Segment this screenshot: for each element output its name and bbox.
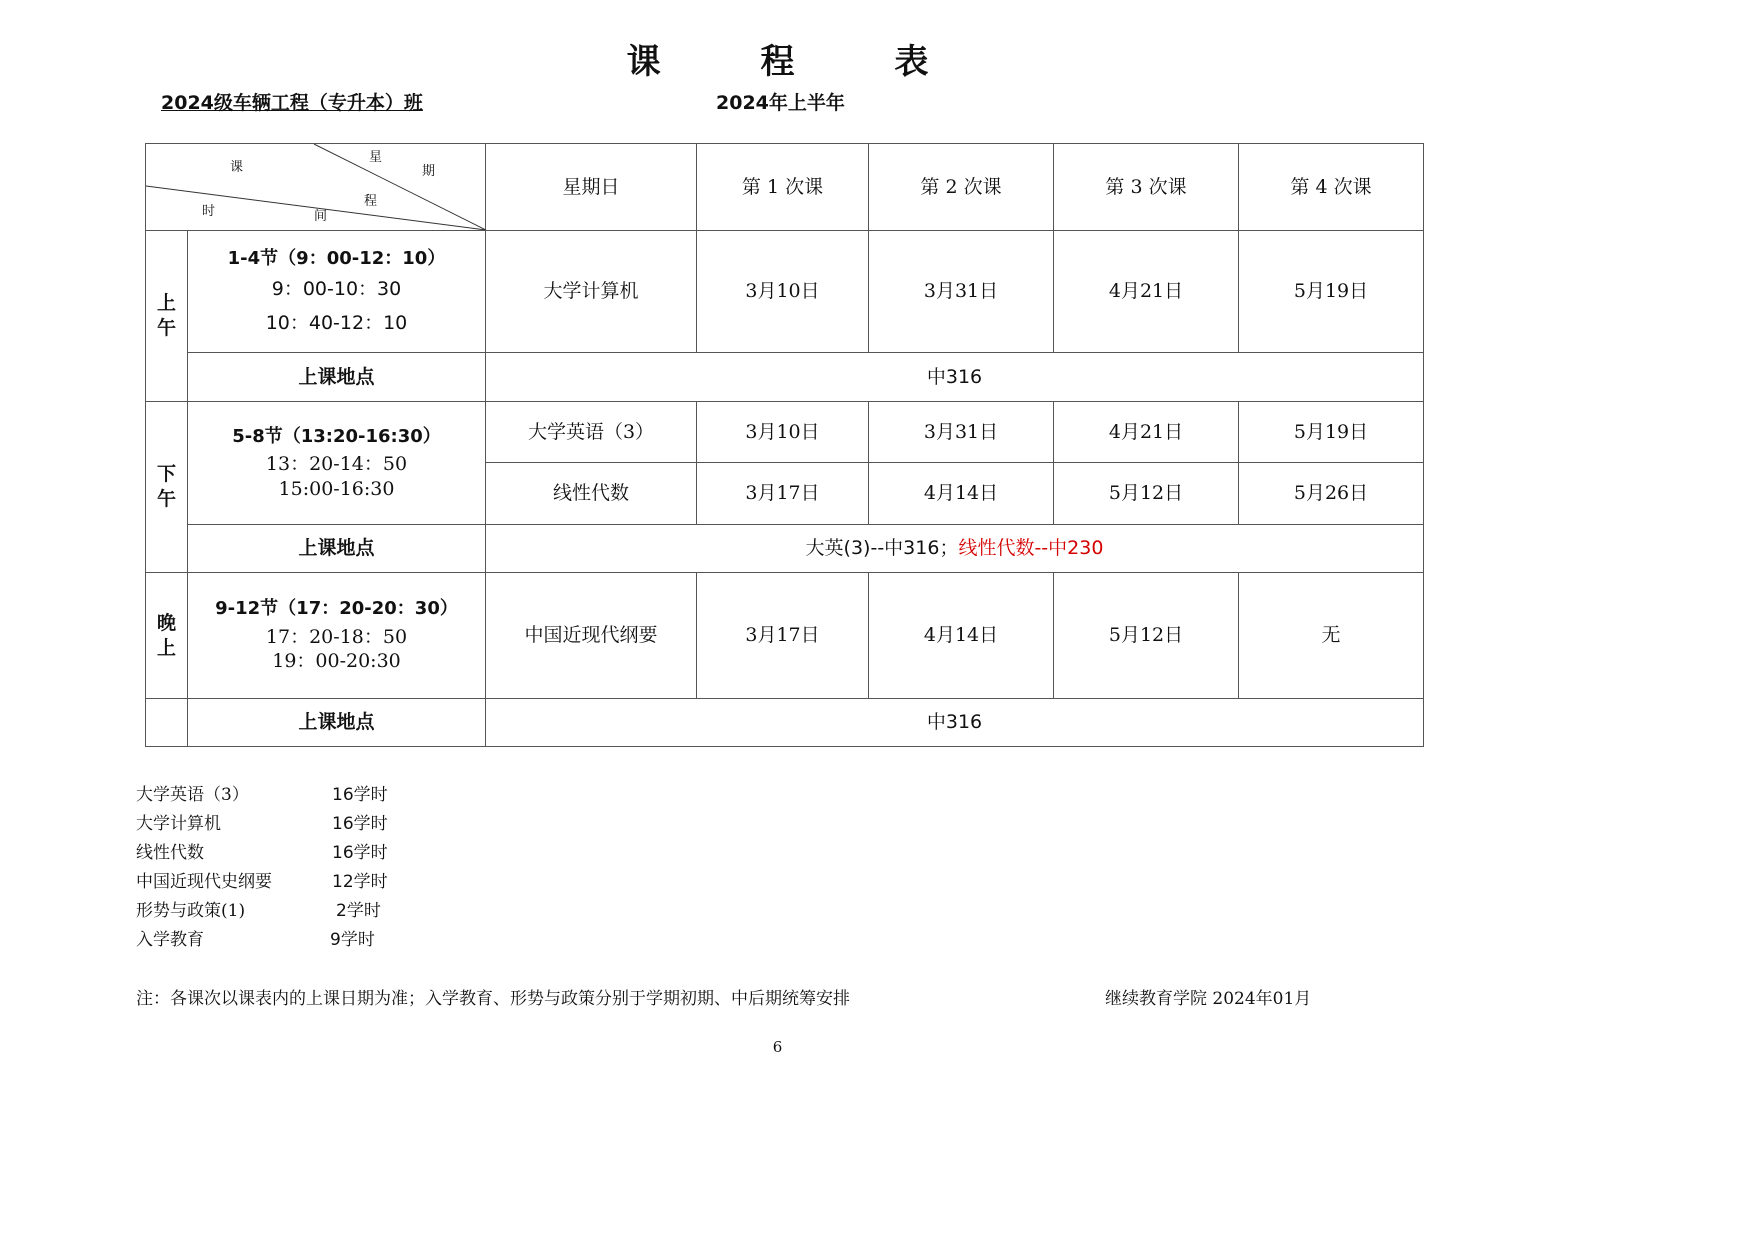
evening-location-row <box>146 699 1424 747</box>
afternoon-location-algebra: 线性代数--中230 <box>958 537 1104 560</box>
header-class-3: 第 3 次课 <box>1054 144 1239 231</box>
morning-slot-cell <box>188 231 486 353</box>
afternoon-course-2: 线性代数 <box>486 463 697 525</box>
morning-location-row <box>146 353 1424 402</box>
corner-label-shi: 时 <box>202 204 216 219</box>
hours-value: 16学时 <box>332 785 388 805</box>
afternoon-course-1-date-2: 3月31日 <box>869 402 1054 463</box>
afternoon-location-label: 上课地点 <box>188 525 486 573</box>
afternoon-location <box>486 525 1424 573</box>
morning-location: 中316 <box>486 353 1424 402</box>
morning-date-1: 3月10日 <box>697 231 869 353</box>
afternoon-slot: 5-8节（13:20-16:30） <box>232 425 441 447</box>
evening-time-2: 19：00-20:30 <box>272 650 401 673</box>
afternoon-time-2: 15:00-16:30 <box>278 477 395 500</box>
hours-value: 9学时 <box>330 930 375 950</box>
evening-date-3: 5月12日 <box>1054 573 1239 699</box>
hours-course: 大学英语（3） <box>136 785 249 805</box>
hours-course: 大学计算机 <box>136 814 221 834</box>
footnote: 注：各课次以课表内的上课日期为准；入学教育、形势与政策分别于学期初期、中后期统筹安排 <box>136 989 850 1009</box>
evening-slot: 9-12节（17：20-20：30） <box>215 598 458 620</box>
hours-value: 12学时 <box>332 872 388 892</box>
corner-label-jian: 间 <box>314 209 328 224</box>
evening-date-4: 无 <box>1239 573 1424 699</box>
issuer-and-date: 继续教育学院 2024年01月 <box>1105 989 1312 1009</box>
hours-course: 入学教育 <box>136 930 204 950</box>
afternoon-location-english: 大英(3)--中316； <box>805 537 959 560</box>
morning-row <box>146 231 1424 353</box>
morning-course: 大学计算机 <box>486 231 697 353</box>
afternoon-course-2-date-1: 3月17日 <box>697 463 869 525</box>
schedule-table <box>145 143 1424 747</box>
diagonal-corner-cell <box>146 144 486 231</box>
afternoon-location-row <box>146 525 1424 573</box>
hours-course: 线性代数 <box>136 843 204 863</box>
evening-location-blank <box>146 699 188 747</box>
morning-location-label: 上课地点 <box>188 353 486 402</box>
page-title: 课 程 表 <box>626 42 973 82</box>
evening-course: 中国近现代纲要 <box>486 573 697 699</box>
corner-label-ke: 课 <box>230 160 244 175</box>
afternoon-course-1: 大学英语（3） <box>486 402 697 463</box>
page-number: 6 <box>772 1038 783 1056</box>
hours-course: 中国近现代史纲要 <box>136 872 272 892</box>
afternoon-course-2-date-3: 5月12日 <box>1054 463 1239 525</box>
header-row <box>146 144 1424 231</box>
class-name: 2024级车辆工程（专升本）班 <box>161 92 423 114</box>
corner-label-xing: 星 <box>369 150 383 165</box>
morning-date-2: 3月31日 <box>869 231 1054 353</box>
hours-course: 形势与政策(1) <box>136 901 246 921</box>
afternoon-course-1-date-3: 4月21日 <box>1054 402 1239 463</box>
evening-label: 晚 上 <box>146 573 188 699</box>
morning-slot: 1-4节（9：00-12：10） <box>227 248 446 270</box>
evening-date-2: 4月14日 <box>869 573 1054 699</box>
evening-location: 中316 <box>486 699 1424 747</box>
afternoon-label: 下 午 <box>146 402 188 573</box>
afternoon-course-1-date-4: 5月19日 <box>1239 402 1424 463</box>
afternoon-course-2-date-4: 5月26日 <box>1239 463 1424 525</box>
hours-value: 16学时 <box>332 814 388 834</box>
evening-slot-cell <box>188 573 486 699</box>
morning-time-1: 9：00-10：30 <box>271 277 402 300</box>
morning-date-4: 5月19日 <box>1239 231 1424 353</box>
afternoon-time-1: 13：20-14：50 <box>265 453 408 475</box>
afternoon-course-2-date-2: 4月14日 <box>869 463 1054 525</box>
morning-label: 上 午 <box>146 231 188 402</box>
header-class-1: 第 1 次课 <box>697 144 869 231</box>
evening-row <box>146 573 1424 699</box>
header-sunday: 星期日 <box>486 144 697 231</box>
header-class-2: 第 2 次课 <box>869 144 1054 231</box>
morning-time-2: 10：40-12：10 <box>265 312 408 335</box>
morning-date-3: 4月21日 <box>1054 231 1239 353</box>
afternoon-row-1 <box>146 402 1424 463</box>
corner-label-cheng: 程 <box>364 194 378 209</box>
hours-value: 2学时 <box>336 901 381 921</box>
corner-label-qi: 期 <box>422 164 436 179</box>
hours-value: 16学时 <box>332 843 388 863</box>
evening-time-1: 17：20-18：50 <box>265 625 408 648</box>
term-label: 2024年上半年 <box>716 92 845 114</box>
afternoon-course-1-date-1: 3月10日 <box>697 402 869 463</box>
evening-location-label: 上课地点 <box>188 699 486 747</box>
evening-date-1: 3月17日 <box>697 573 869 699</box>
afternoon-slot-cell <box>188 402 486 525</box>
header-class-4: 第 4 次课 <box>1239 144 1424 231</box>
